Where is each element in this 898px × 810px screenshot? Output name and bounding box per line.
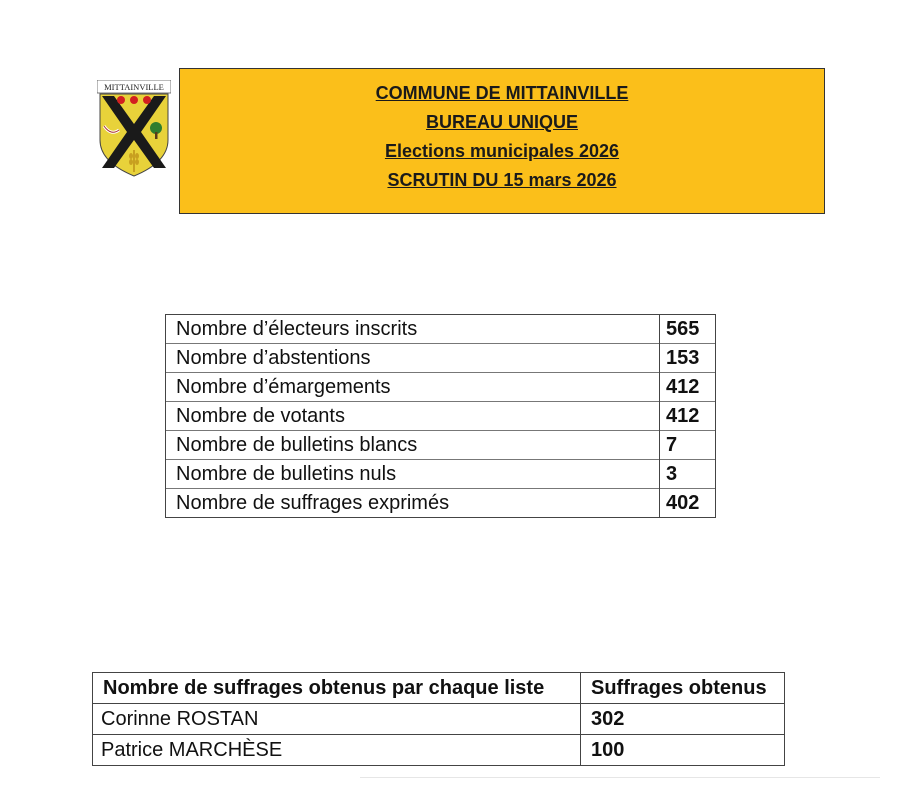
bureau-label: BUREAU UNIQUE bbox=[425, 112, 578, 132]
table-row bbox=[93, 735, 785, 766]
stat-value: 565 bbox=[660, 315, 716, 344]
table-row bbox=[166, 402, 716, 431]
stat-value: 412 bbox=[660, 402, 716, 431]
stat-label: Nombre d’émargements bbox=[166, 373, 660, 402]
candidate-votes: 302 bbox=[581, 704, 785, 735]
table-row bbox=[166, 489, 716, 518]
stat-value: 3 bbox=[660, 460, 716, 489]
stat-label: Nombre de bulletins nuls bbox=[166, 460, 660, 489]
stat-value: 7 bbox=[660, 431, 716, 460]
svg-text:MITTAINVILLE: MITTAINVILLE bbox=[104, 82, 164, 92]
table-row bbox=[166, 373, 716, 402]
stat-label: Nombre de votants bbox=[166, 402, 660, 431]
candidate-name: Corinne ROSTAN bbox=[93, 704, 581, 735]
stats-table bbox=[165, 314, 716, 518]
table-row bbox=[166, 315, 716, 344]
table-row bbox=[166, 431, 716, 460]
commune-title: COMMUNE DE MITTAINVILLE bbox=[375, 83, 629, 103]
divider bbox=[360, 777, 880, 778]
candidate-name: Patrice MARCHÈSE bbox=[93, 735, 581, 766]
stat-label: Nombre d’abstentions bbox=[166, 344, 660, 373]
results-table bbox=[92, 672, 785, 766]
column-header-votes: Suffrages obtenus bbox=[581, 673, 785, 704]
stat-label: Nombre d’électeurs inscrits bbox=[166, 315, 660, 344]
table-header-row bbox=[93, 673, 785, 704]
table-row bbox=[93, 704, 785, 735]
election-title: Elections municipales 2026 bbox=[384, 141, 620, 161]
stat-label: Nombre de suffrages exprimés bbox=[166, 489, 660, 518]
stat-value: 402 bbox=[660, 489, 716, 518]
scrutin-date: SCRUTIN DU 15 mars 2026 bbox=[387, 170, 617, 190]
table-row bbox=[166, 460, 716, 489]
stat-value: 412 bbox=[660, 373, 716, 402]
coat-of-arms-logo bbox=[97, 80, 171, 178]
column-header-list: Nombre de suffrages obtenus par chaque liste bbox=[93, 673, 581, 704]
stat-value: 153 bbox=[660, 344, 716, 373]
stat-label: Nombre de bulletins blancs bbox=[166, 431, 660, 460]
candidate-votes: 100 bbox=[581, 735, 785, 766]
header-box bbox=[179, 68, 825, 214]
table-row bbox=[166, 344, 716, 373]
